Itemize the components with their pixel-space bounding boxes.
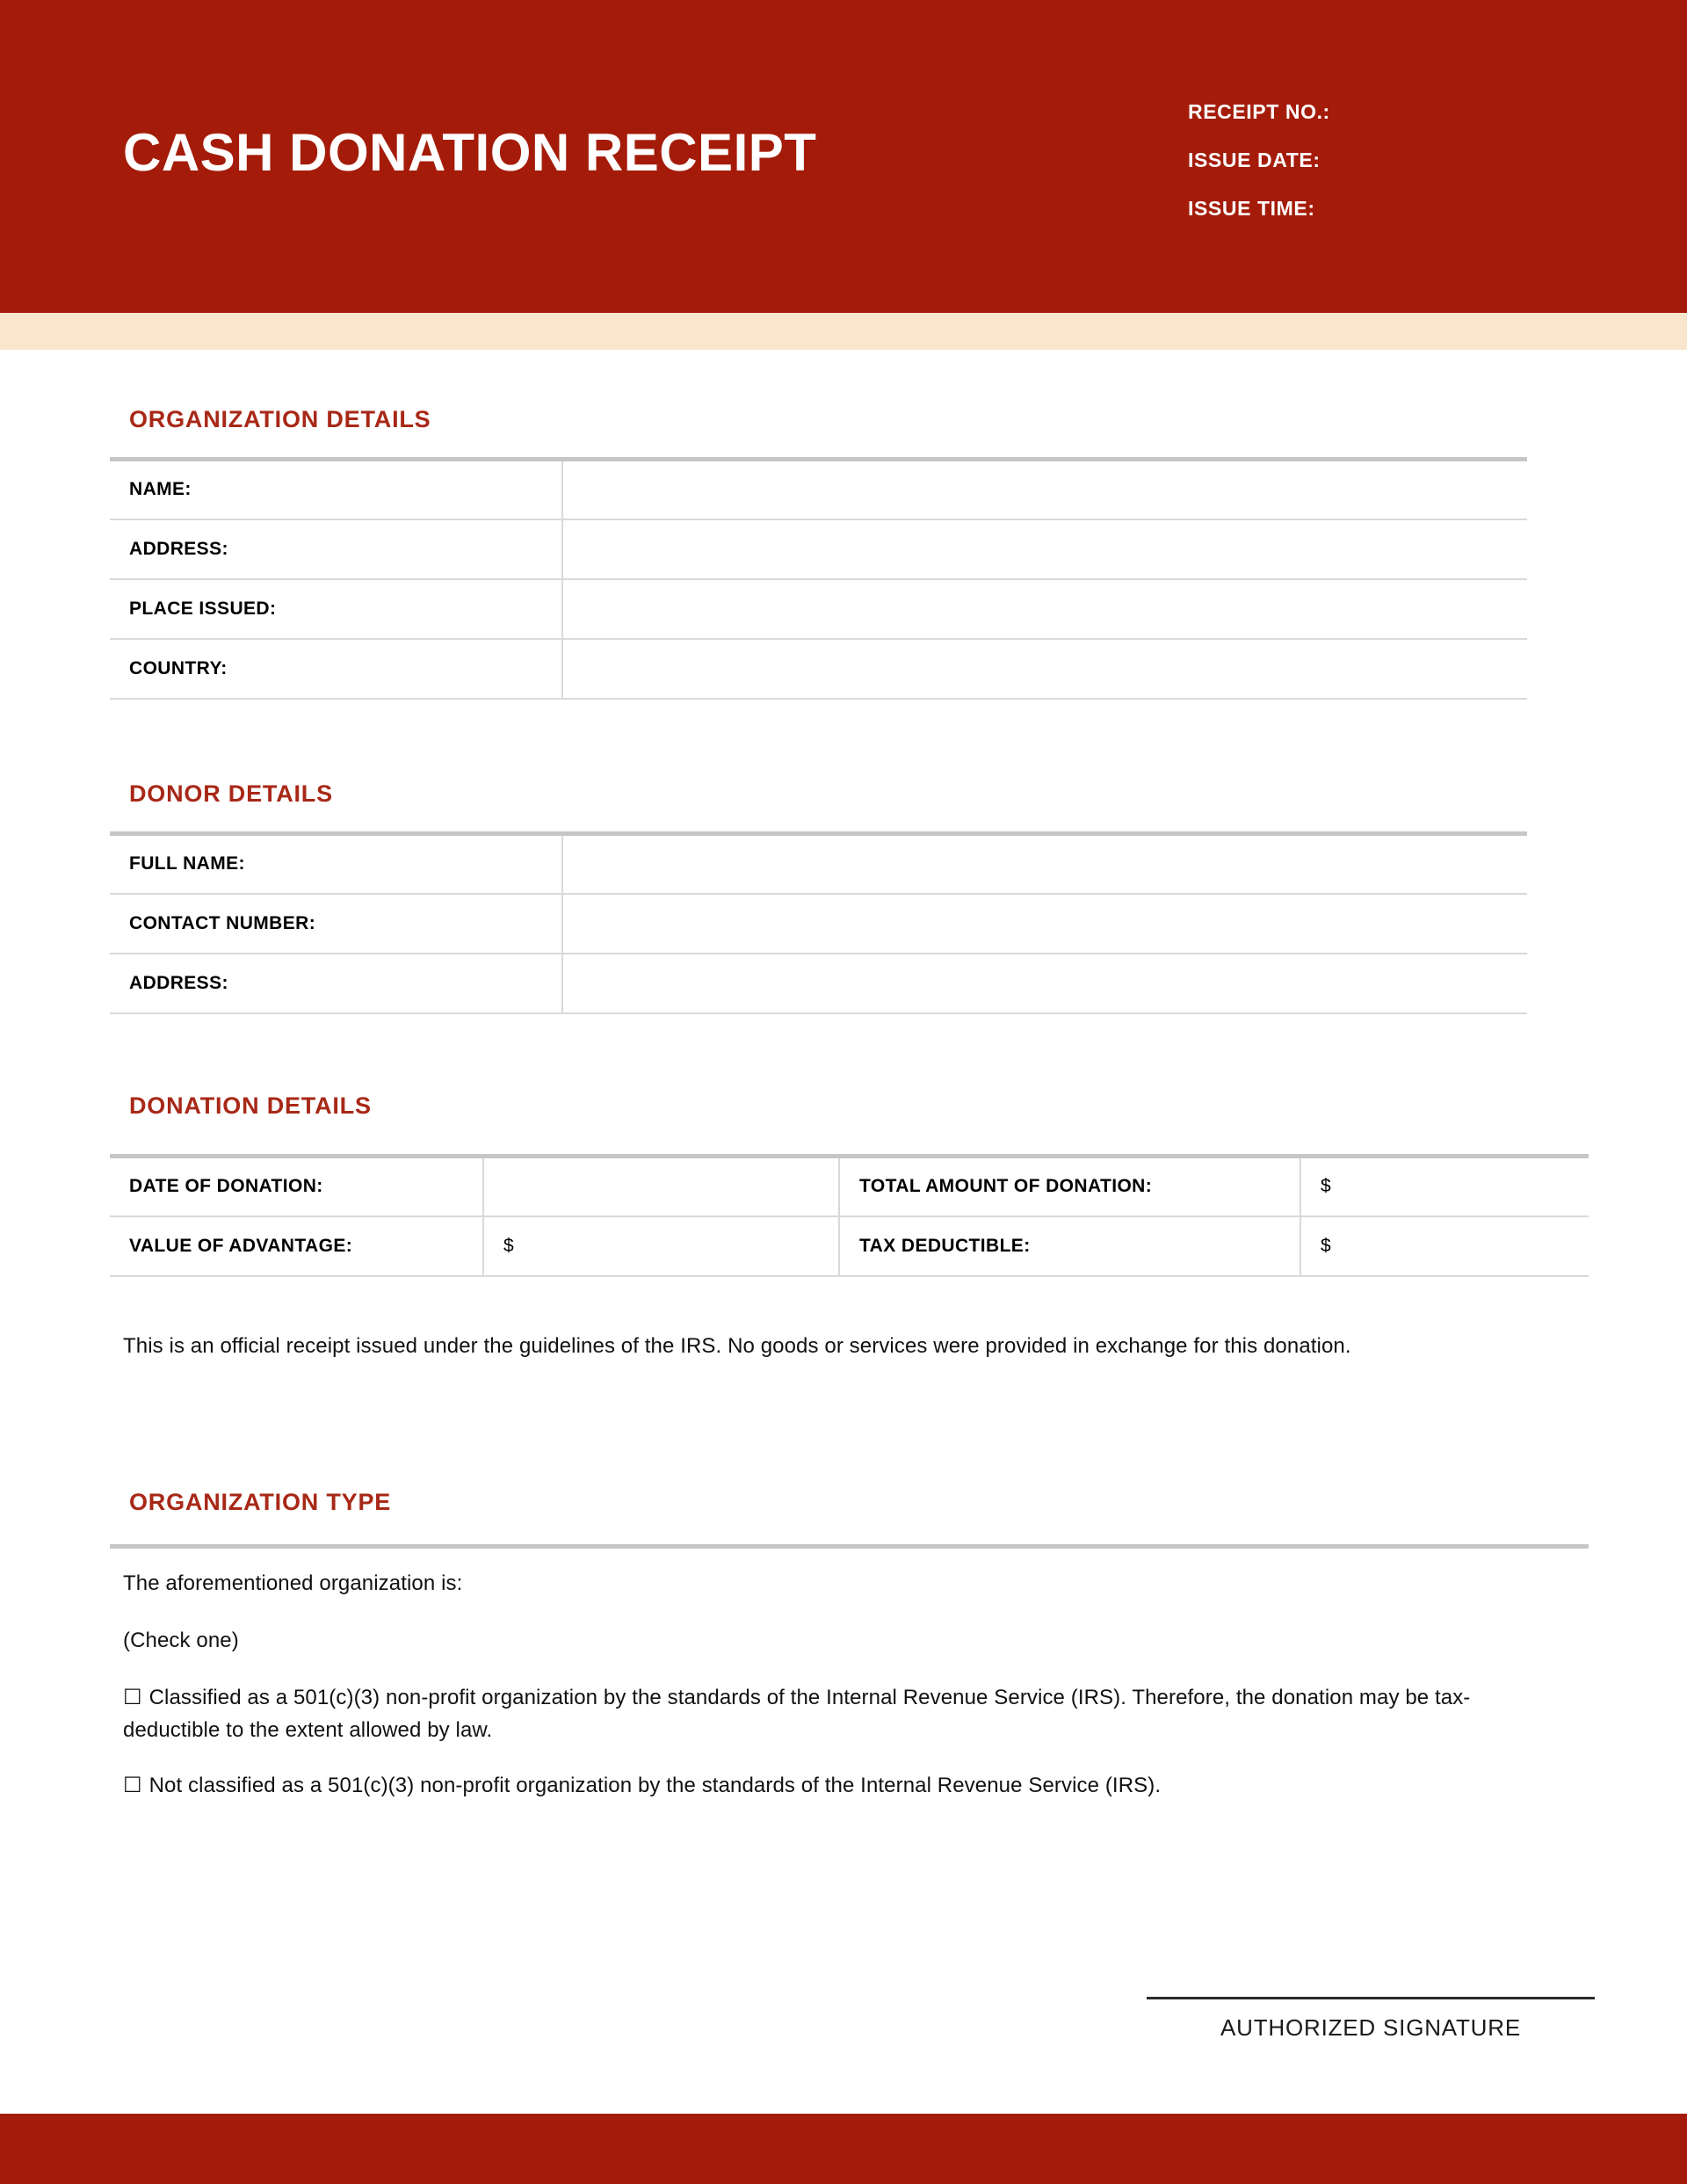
table-row xyxy=(110,639,1527,699)
donor-address-field[interactable] xyxy=(562,954,1527,1013)
accent-band xyxy=(0,313,1687,350)
value-of-advantage-field[interactable]: $ xyxy=(483,1216,839,1276)
organization-type-option-1[interactable] xyxy=(123,1681,1529,1746)
org-place-issued-field[interactable] xyxy=(562,579,1527,639)
org-country-label: COUNTRY: xyxy=(110,639,562,699)
org-country-field[interactable] xyxy=(562,639,1527,699)
table-row xyxy=(110,954,1527,1013)
organization-type-option-2-label: Not classified as a 501(c)(3) non-profit organization by the standards of the Internal Revenue Service (IRS). xyxy=(148,1774,1162,1797)
footer-banner xyxy=(0,2114,1687,2184)
tax-deductible-field[interactable]: $ xyxy=(1300,1216,1589,1276)
org-place-issued-label: PLACE ISSUED: xyxy=(110,579,562,639)
total-amount-label: TOTAL AMOUNT OF DONATION: xyxy=(839,1157,1300,1216)
section-heading-donation-details: DONATION DETAILS xyxy=(129,1092,372,1119)
organization-type-option-2[interactable] xyxy=(123,1769,1564,1802)
table-row xyxy=(110,1216,1589,1276)
donor-full-name-label: FULL NAME: xyxy=(110,834,562,894)
organization-type-option-1-label: Classified as a 501(c)(3) non-profit organization by the standards of the Internal Revenue Service (IRS). Therefore, the donation may be tax-deductible to the extent allowed by law. xyxy=(123,1686,1471,1743)
organization-type-intro: The aforementioned organization is: xyxy=(123,1571,463,1595)
date-of-donation-label: DATE OF DONATION: xyxy=(110,1157,483,1216)
value-of-advantage-label: VALUE OF ADVANTAGE: xyxy=(110,1216,483,1276)
total-amount-field[interactable]: $ xyxy=(1300,1157,1589,1216)
check-one-instruction: (Check one) xyxy=(123,1629,239,1652)
organization-details-table xyxy=(110,457,1527,700)
signature-label: AUTHORIZED SIGNATURE xyxy=(1220,2014,1521,2041)
checkbox-icon[interactable]: ☐ xyxy=(123,1774,142,1797)
donor-details-table xyxy=(110,831,1527,1014)
table-row xyxy=(110,894,1527,954)
donation-details-table xyxy=(110,1154,1589,1277)
donor-full-name-field[interactable] xyxy=(562,834,1527,894)
section-heading-donor-details: DONOR DETAILS xyxy=(129,780,333,807)
issue-time-label: ISSUE TIME: xyxy=(1188,197,1315,220)
org-name-label: NAME: xyxy=(110,460,562,519)
table-row xyxy=(110,834,1527,894)
org-address-label: ADDRESS: xyxy=(110,519,562,579)
irs-statement: This is an official receipt issued under the guidelines of the IRS. No goods or services were provided in exchange for this donation. xyxy=(123,1334,1351,1358)
table-row xyxy=(110,579,1527,639)
table-row xyxy=(110,1157,1589,1216)
donor-contact-number-field[interactable] xyxy=(562,894,1527,954)
issue-date-label: ISSUE DATE: xyxy=(1188,149,1321,171)
donor-address-label: ADDRESS: xyxy=(110,954,562,1013)
section-divider xyxy=(110,1544,1589,1549)
page-title: CASH DONATION RECEIPT xyxy=(123,123,817,182)
checkbox-icon[interactable]: ☐ xyxy=(123,1686,142,1709)
org-address-field[interactable] xyxy=(562,519,1527,579)
donor-contact-number-label: CONTACT NUMBER: xyxy=(110,894,562,954)
table-row xyxy=(110,460,1527,519)
section-heading-organization-details: ORGANIZATION DETAILS xyxy=(129,406,431,432)
org-name-field[interactable] xyxy=(562,460,1527,519)
date-of-donation-field[interactable] xyxy=(483,1157,839,1216)
table-row xyxy=(110,519,1527,579)
header-meta-block xyxy=(1188,102,1330,247)
tax-deductible-label: TAX DEDUCTIBLE: xyxy=(839,1216,1300,1276)
section-heading-organization-type: ORGANIZATION TYPE xyxy=(129,1489,392,1515)
signature-line[interactable] xyxy=(1147,1997,1595,1999)
receipt-no-label: RECEIPT NO.: xyxy=(1188,100,1330,123)
